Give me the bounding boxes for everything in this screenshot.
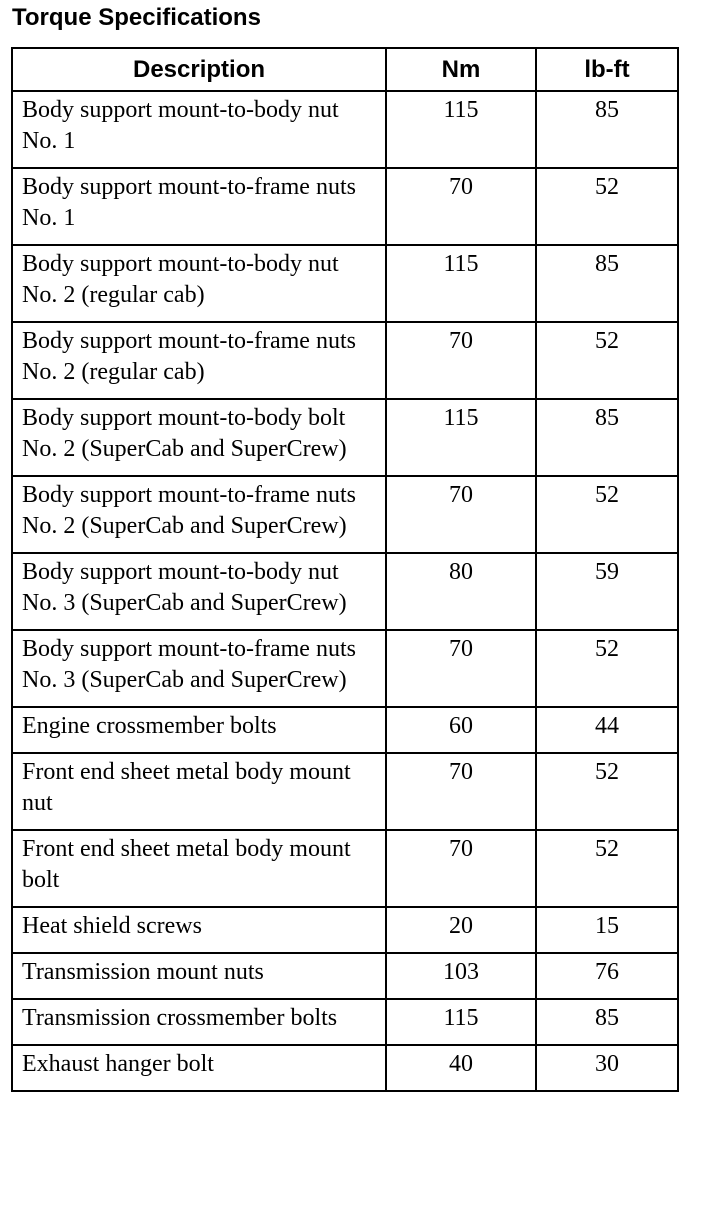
description-cell: Body support mount-to-frame nuts No. 1	[12, 168, 386, 245]
lbft-cell: 85	[536, 999, 678, 1045]
column-header-lbft: lb-ft	[536, 48, 678, 91]
nm-cell: 60	[386, 707, 536, 753]
torque-spec-table	[11, 47, 679, 1092]
nm-cell: 70	[386, 630, 536, 707]
nm-cell: 115	[386, 91, 536, 168]
nm-cell: 40	[386, 1045, 536, 1091]
description-cell: Body support mount-to-frame nuts No. 2 (SuperCab and SuperCrew)	[12, 476, 386, 553]
table-row	[12, 399, 678, 476]
nm-cell: 70	[386, 322, 536, 399]
column-header-description: Description	[12, 48, 386, 91]
table-row	[12, 476, 678, 553]
lbft-cell: 52	[536, 630, 678, 707]
table-row	[12, 953, 678, 999]
lbft-cell: 44	[536, 707, 678, 753]
nm-cell: 103	[386, 953, 536, 999]
lbft-cell: 52	[536, 168, 678, 245]
nm-cell: 115	[386, 999, 536, 1045]
nm-cell: 70	[386, 168, 536, 245]
nm-cell: 20	[386, 907, 536, 953]
description-cell: Front end sheet metal body mount bolt	[12, 830, 386, 907]
table-row	[12, 553, 678, 630]
description-cell: Body support mount-to-body nut No. 1	[12, 91, 386, 168]
table-row	[12, 707, 678, 753]
description-cell: Body support mount-to-frame nuts No. 3 (SuperCab and SuperCrew)	[12, 630, 386, 707]
lbft-cell: 85	[536, 245, 678, 322]
lbft-cell: 85	[536, 399, 678, 476]
table-header-row	[12, 48, 678, 91]
description-cell: Engine crossmember bolts	[12, 707, 386, 753]
table-row	[12, 168, 678, 245]
table-row	[12, 1045, 678, 1091]
table-row	[12, 830, 678, 907]
lbft-cell: 59	[536, 553, 678, 630]
nm-cell: 115	[386, 399, 536, 476]
table-row	[12, 322, 678, 399]
nm-cell: 70	[386, 476, 536, 553]
lbft-cell: 52	[536, 322, 678, 399]
lbft-cell: 52	[536, 830, 678, 907]
description-cell: Heat shield screws	[12, 907, 386, 953]
table-row	[12, 91, 678, 168]
table-row	[12, 999, 678, 1045]
description-cell: Transmission mount nuts	[12, 953, 386, 999]
description-cell: Transmission crossmember bolts	[12, 999, 386, 1045]
nm-cell: 70	[386, 830, 536, 907]
nm-cell: 80	[386, 553, 536, 630]
lbft-cell: 15	[536, 907, 678, 953]
description-cell: Body support mount-to-body bolt No. 2 (SuperCab and SuperCrew)	[12, 399, 386, 476]
description-cell: Exhaust hanger bolt	[12, 1045, 386, 1091]
lbft-cell: 76	[536, 953, 678, 999]
table-row	[12, 753, 678, 830]
lbft-cell: 30	[536, 1045, 678, 1091]
description-cell: Body support mount-to-body nut No. 3 (SuperCab and SuperCrew)	[12, 553, 386, 630]
description-cell: Body support mount-to-body nut No. 2 (regular cab)	[12, 245, 386, 322]
description-cell: Body support mount-to-frame nuts No. 2 (regular cab)	[12, 322, 386, 399]
lbft-cell: 52	[536, 753, 678, 830]
table-row	[12, 630, 678, 707]
nm-cell: 70	[386, 753, 536, 830]
lbft-cell: 85	[536, 91, 678, 168]
table-row	[12, 907, 678, 953]
table-row	[12, 245, 678, 322]
description-cell: Front end sheet metal body mount nut	[12, 753, 386, 830]
nm-cell: 115	[386, 245, 536, 322]
column-header-nm: Nm	[386, 48, 536, 91]
lbft-cell: 52	[536, 476, 678, 553]
page-title: Torque Specifications	[12, 4, 261, 31]
